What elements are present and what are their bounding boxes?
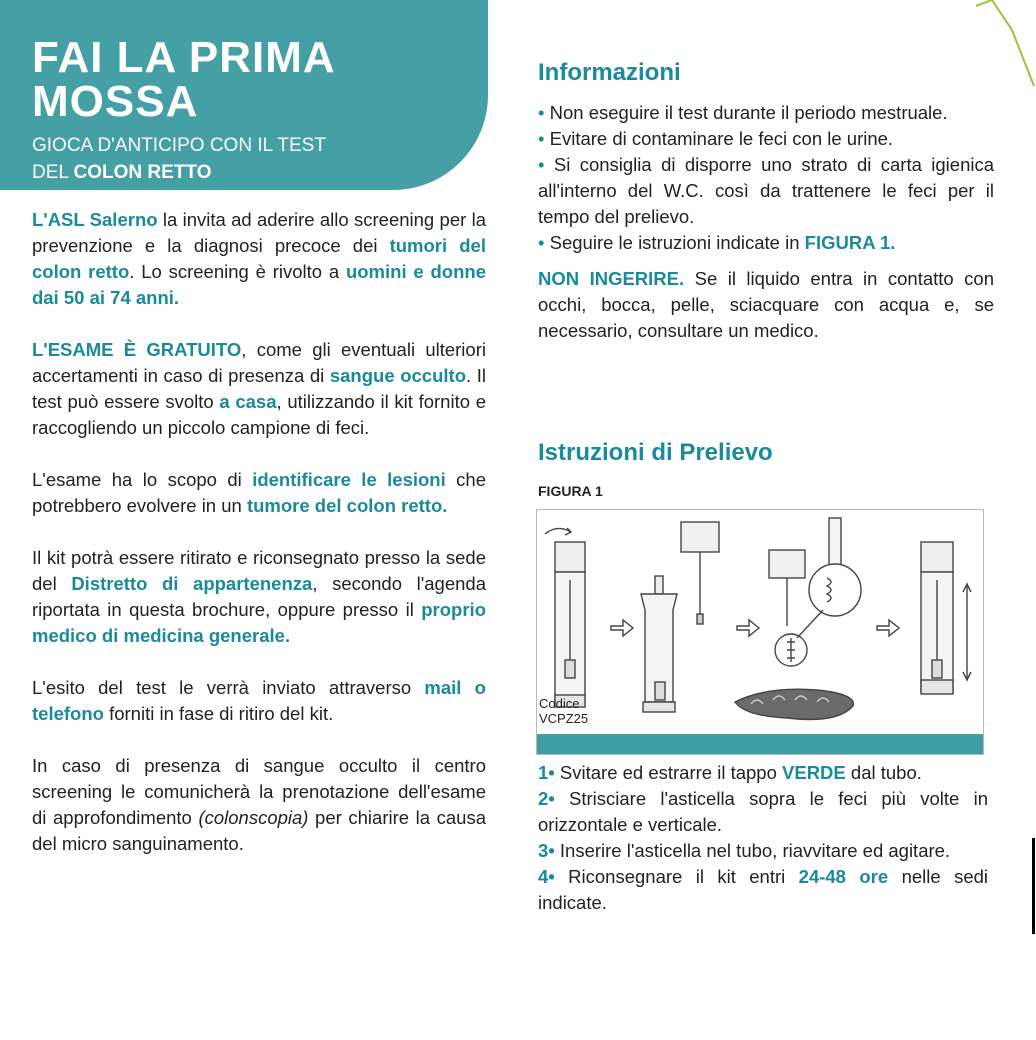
paragraph-kit-pickup (32, 545, 486, 649)
text: L'esame ha lo scopo di (32, 469, 253, 490)
step-text: dal tubo. (845, 762, 922, 783)
text: , utilizzando il kit fornito e raccogliendo un piccolo campione di feci. (32, 391, 486, 438)
edge-line (1032, 838, 1035, 934)
figure-ref: FIGURA 1. (804, 232, 896, 253)
subtitle-prefix: DEL (32, 162, 74, 183)
step-item (538, 786, 988, 838)
text: , come gli eventuali ulteriori accertamenti in caso di presenza di (32, 339, 486, 386)
bullet-icon: • (538, 128, 545, 149)
text: , secondo l'agenda riportata in questa brochure, oppure presso il (32, 573, 487, 620)
text: che potrebbero evolvere in un (32, 469, 486, 516)
step-text: Svitare ed estrarre il tappo (554, 762, 783, 783)
figure-1-illustration (536, 509, 984, 755)
step-number: 2• (538, 788, 555, 809)
text: Il kit potrà essere ritirato e riconsegnato presso la sede del (32, 547, 486, 594)
warning-body: Se il liquido entra in contatto con occhi, bocca, pelle, sciacquare con acqua e, se necessario, consultare un medico. (538, 268, 994, 341)
step-highlight: 24-48 ore (798, 866, 889, 887)
paragraph-result (32, 675, 486, 727)
highlight: identificare le lesioni (252, 469, 446, 490)
text: . Il test può essere svolto (32, 365, 487, 412)
highlight: sangue occulto (329, 365, 467, 386)
text: forniti in fase di ritiro del kit. (103, 703, 334, 724)
info-item-text: Non eseguire il test durante il periodo mestruale. (549, 102, 948, 123)
paragraph-purpose (32, 467, 486, 519)
text: L'esito del test le verrà inviato attraverso (32, 677, 425, 698)
step-highlight: VERDE (782, 762, 846, 783)
info-item (538, 126, 994, 152)
info-item-text: Seguire le istruzioni indicate in (549, 232, 805, 253)
info-item-text: Si consiglia di disporre uno strato di carta igienica all'interno del W.C. così da trattenere le feci per il tempo del prelievo. (538, 154, 995, 227)
highlight: Distretto di appartenenza (71, 573, 313, 594)
code-label: Codice (539, 696, 580, 711)
step-number: 3• (538, 840, 555, 861)
code-value: VCPZ25 (539, 711, 589, 726)
left-column (32, 207, 486, 883)
step-item (538, 864, 988, 916)
highlight: L'ESAME È GRATUITO (32, 339, 242, 360)
page-title: FAI LA PRIMA MOSSA (32, 33, 335, 126)
figure-label: FIGURA 1 (538, 483, 603, 499)
step-text: Riconsegnare il kit entri (554, 866, 799, 887)
info-item (538, 152, 994, 230)
info-section (538, 58, 994, 344)
instructions-title: Istruzioni di Prelievo (538, 439, 773, 466)
asl-name: L'ASL Salerno (32, 209, 158, 230)
step-text: Strisciare l'asticella sopra le feci più volte in orizzontale e verticale. (538, 788, 988, 835)
highlight: uomini e donne dai 50 ai 74 anni. (32, 261, 486, 308)
header-banner (0, 0, 488, 190)
highlight: mail o telefono (32, 677, 486, 724)
product-code (539, 696, 588, 726)
step-item (538, 760, 988, 786)
text: per chiarire la causa del micro sanguinamento. (32, 807, 486, 854)
step-number: 4• (538, 866, 555, 887)
page-subtitle (32, 132, 432, 186)
subtitle-line-2 (32, 159, 432, 186)
sampling-steps-illustration (537, 510, 983, 734)
text: In caso di presenza di sangue occulto il centro screening le comunicherà la prenotazione dell'esame di approfondimento (32, 755, 486, 828)
info-title: Informazioni (538, 59, 681, 86)
info-item (538, 230, 994, 256)
text: . Lo screening è rivolto a (129, 261, 346, 282)
highlight: proprio medico di medicina generale. (32, 599, 486, 646)
instruction-steps (538, 760, 988, 916)
bullet-icon: • (538, 232, 545, 253)
paragraph-intro (32, 207, 486, 311)
step-item (538, 838, 988, 864)
italic-text: (colonscopia) (198, 807, 309, 828)
subtitle-bold: COLON RETTO (73, 162, 212, 183)
step-text: nelle sedi indicate. (538, 866, 989, 913)
highlight: tumori del colon retto (32, 235, 486, 282)
subtitle-line-1: GIOCA D'ANTICIPO CON IL TEST (32, 135, 326, 156)
info-item (538, 100, 994, 126)
warning-text (538, 266, 994, 344)
highlight: a casa (219, 391, 277, 412)
step-text: Inserire l'asticella nel tubo, riavvitare ed agitare. (554, 840, 951, 861)
figure-footer-bar (537, 734, 983, 754)
warning-label: NON INGERIRE. (538, 268, 685, 289)
bullet-icon: • (538, 102, 545, 123)
paragraph-followup (32, 753, 486, 857)
highlight: tumore del colon retto. (246, 495, 448, 516)
paragraph-free-exam (32, 337, 486, 441)
info-item-text: Evitare di contaminare le feci con le urine. (549, 128, 894, 149)
bullet-icon: • (538, 154, 545, 175)
text: la invita ad aderire allo screening per la prevenzione e la diagnosi precoce dei (32, 209, 486, 256)
info-list (538, 100, 994, 256)
step-number: 1• (538, 762, 555, 783)
